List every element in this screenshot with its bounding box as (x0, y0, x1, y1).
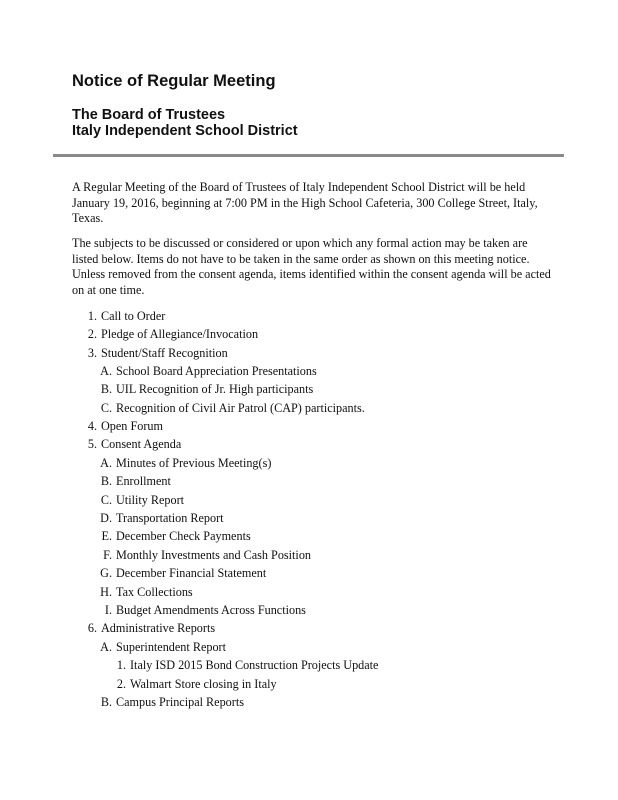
intro-paragraph-subjects: The subjects to be discussed or considered or upon which any formal action may be taken are listed below. Items do not have to be taken in the same order as shown on this meeting notice. Unless removed from the consent agenda, items identified within the consent agenda will be acted on at one time. (72, 236, 551, 297)
agenda-subsubitem (116, 677, 277, 692)
agenda-subitem (100, 401, 365, 416)
notice-title: Notice of Regular Meeting (72, 72, 276, 90)
agenda-subitem-letter: F. (103, 548, 112, 562)
agenda-subitem-text: School Board Appreciation Presentations (116, 364, 317, 378)
agenda-subitem-text: Tax Collections (116, 585, 193, 599)
agenda-subsubitem-number: 1. (116, 658, 126, 672)
agenda-subitem (100, 585, 193, 600)
agenda-item-number: 5. (87, 437, 97, 451)
agenda-subsubitem-number: 2. (116, 677, 126, 691)
agenda-subitem-letter: B. (100, 474, 112, 488)
agenda-subitem-letter: C. (100, 401, 112, 415)
agenda-item (87, 419, 163, 434)
agenda-item-text: Call to Order (101, 309, 166, 323)
agenda-subsubitem-text: Walmart Store closing in Italy (130, 677, 277, 691)
agenda-item-number: 1. (87, 309, 97, 323)
agenda-subitem (100, 382, 314, 397)
agenda-subitem-text: Campus Principal Reports (116, 695, 244, 709)
agenda-subitem-text: Enrollment (116, 474, 171, 488)
agenda-subitem (100, 456, 272, 471)
agenda-subitem-letter: B. (100, 382, 112, 396)
agenda-subitem-text: Minutes of Previous Meeting(s) (116, 456, 272, 470)
agenda-subitem-text: Recognition of Civil Air Patrol (CAP) participants. (116, 401, 365, 415)
agenda-subitem-letter: C. (100, 493, 112, 507)
agenda-item (87, 346, 228, 361)
agenda-subitem-letter: I. (104, 603, 112, 617)
agenda-subitem (100, 364, 317, 379)
agenda-item (87, 327, 259, 342)
agenda-subitem-letter: E. (101, 529, 112, 543)
agenda-subitem-letter: A. (100, 640, 112, 654)
agenda-subitem-text: December Financial Statement (116, 566, 267, 580)
agenda-subitem (100, 493, 185, 508)
agenda-item (87, 309, 166, 324)
agenda-subitem-letter: G. (100, 566, 112, 580)
intro-paragraph-meeting-details: A Regular Meeting of the Board of Trustees of Italy Independent School District will be held January 19, 2016, beginning at 7:00 PM in the High School Cafeteria, 300 College Street, Italy, Texas. (72, 180, 538, 225)
district-name: Italy Independent School District (72, 123, 298, 139)
agenda-item (87, 437, 182, 452)
agenda-subitem (100, 695, 244, 710)
agenda-subitem-letter: H. (100, 585, 112, 599)
agenda-subitem (100, 474, 171, 489)
agenda-subitem-text: Utility Report (116, 493, 185, 507)
agenda-subitem (101, 529, 251, 544)
agenda-subitem-text: Budget Amendments Across Functions (116, 603, 306, 617)
agenda-item-number: 4. (87, 419, 97, 433)
agenda-subsubitem (116, 658, 379, 673)
agenda-subitem (100, 566, 267, 581)
agenda-item-number: 3. (87, 346, 97, 360)
agenda-item-text: Student/Staff Recognition (101, 346, 228, 360)
agenda-item (87, 621, 216, 636)
agenda-subitem-letter: A. (100, 364, 112, 378)
agenda-subitem-text: Monthly Investments and Cash Position (116, 548, 311, 562)
agenda-subitem (100, 511, 224, 526)
agenda-item-text: Open Forum (101, 419, 163, 433)
agenda-item-text: Pledge of Allegiance/Invocation (101, 327, 259, 341)
agenda-subsubitem-text: Italy ISD 2015 Bond Construction Projects Update (130, 658, 379, 672)
agenda-subitem-text: UIL Recognition of Jr. High participants (116, 382, 314, 396)
agenda-subitem-text: Superintendent Report (116, 640, 227, 654)
agenda-subitem-letter: B. (100, 695, 112, 709)
agenda-subitem (103, 548, 311, 563)
agenda-subitem-text: December Check Payments (116, 529, 251, 543)
agenda-subitem-text: Transportation Report (116, 511, 224, 525)
agenda-item-number: 6. (87, 621, 97, 635)
agenda-subitem (100, 640, 227, 655)
agenda-subitem (104, 603, 306, 618)
agenda-item-text: Consent Agenda (101, 437, 182, 451)
agenda-item-text: Administrative Reports (101, 621, 216, 635)
agenda-item-number: 2. (87, 327, 97, 341)
board-name: The Board of Trustees (72, 107, 226, 123)
agenda-subitem-letter: A. (100, 456, 112, 470)
agenda-subitem-letter: D. (100, 511, 112, 525)
